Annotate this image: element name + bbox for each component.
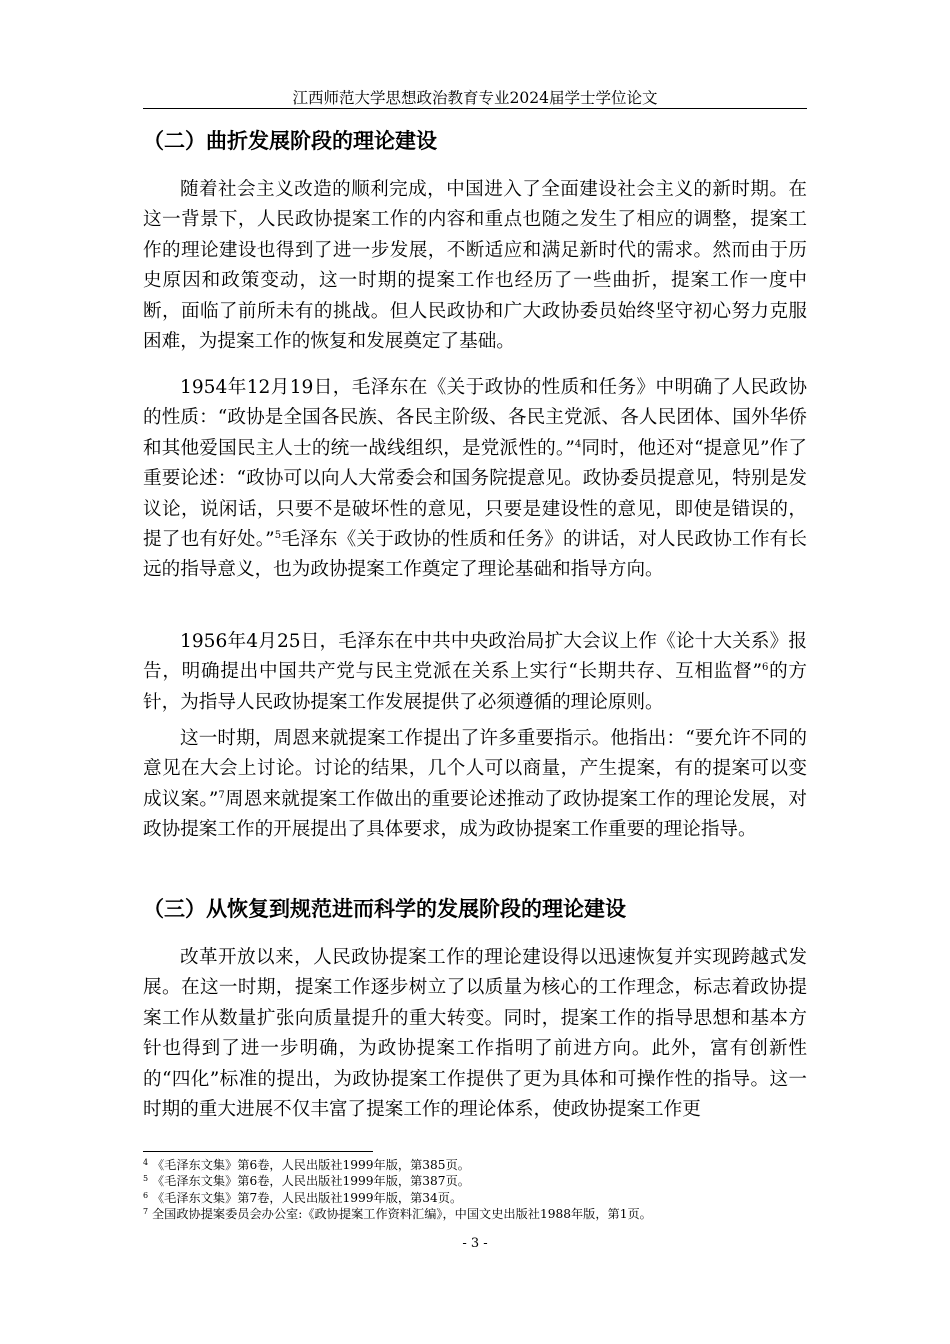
footnote-ref-5[interactable]: 5 xyxy=(274,530,282,542)
running-header: 江西师范大学思想政治教育专业2024届学士学位论文 xyxy=(292,89,658,107)
footnote-ref-4[interactable]: 4 xyxy=(574,438,582,450)
footnote-ref-6[interactable]: 6 xyxy=(761,662,769,674)
footnote-number: 7 xyxy=(143,1207,149,1217)
footnote-number: 6 xyxy=(143,1190,149,1200)
paragraph-2-4-part-b: 周恩来就提案工作做出的重要论述推动了政协提案工作的理论发展，对政协提案工作的开展提出了具体要求，成为政协提案工作重要的理论指导。 xyxy=(143,788,807,841)
footnote-4 xyxy=(143,1157,807,1173)
footnote-text: 《毛泽东文集》第6卷，人民出版社1999年版，第387页。 xyxy=(151,1174,470,1189)
footnote-text: 《毛泽东文集》第6卷，人民出版社1999年版，第385页。 xyxy=(151,1158,470,1172)
paragraph-2-4-part-a: 这一时期，周恩来就提案工作提出了许多重要指示。他指出：“要允许不同的意见在大会上讨论。讨论的结果，几个人可以商量，产生提案，有的提案可以变成议案。” xyxy=(143,728,807,810)
paragraph-2-2-part-c: 毛泽东《关于政协的性质和任务》的讲话，对人民政协工作有长远的指导意义，也为政协提案工作奠定了理论基础和指导方向。 xyxy=(143,529,807,581)
footnote-text: 全国政协提案委员会办公室:《政协提案工作资料汇编》，中国文史出版社1988年版，第1页。 xyxy=(151,1207,652,1222)
footnote-number: 4 xyxy=(143,1158,149,1167)
section-heading-2: （二）曲折发展阶段的理论建设 xyxy=(143,129,437,153)
footnote-ref-7[interactable]: 7 xyxy=(218,789,225,801)
footnote-text: 《毛泽东文集》第7卷，人民出版社1999年版，第34页。 xyxy=(151,1190,463,1205)
footnote-separator xyxy=(143,1151,373,1152)
section-heading-3: （三）从恢复到规范进而科学的发展阶段的理论建设 xyxy=(143,897,626,921)
paragraph-2-3-part-b: 的方针，为指导人民政协提案工作发展提供了必须遵循的理论原则。 xyxy=(143,661,807,713)
footnote-number: 5 xyxy=(143,1174,149,1184)
paragraph-2-1: 随着社会主义改造的顺利完成，中国进入了全面建设社会主义的新时期。在这一背景下，人民政协提案工作的内容和重点也随之发生了相应的调整，提案工作的理论建设也得到了进一步发展，不断适应和满足新时代的需求。然而由于历史原因和政策变动，这一时期的提案工作也经历了一些曲折，提案工作一度中断，面临了前所未有的挑战。但人民政协和广大政协委员始终坚守初心努力克服困难，为提案工作的恢复和发展奠定了基础。 xyxy=(143,179,807,353)
footnotes xyxy=(143,1157,807,1223)
footnote-6 xyxy=(143,1190,807,1206)
paragraph-3-1: 改革开放以来，人民政协提案工作的理论建设得以迅速恢复并实现跨越式发展。在这一时期，提案工作逐步树立了以质量为核心的工作理念，标志着政协提案工作从数量扩张向质量提升的重大转变。同时，提案工作的指导思想和基本方针也得到了进一步明确，为政协提案工作指明了前进方向。此外，富有创新性的“四化”标准的提出，为政协提案工作提供了更为具体和可操作性的指导。这一时期的重大进展不仅丰富了提案工作的理论体系，使政协提案工作更 xyxy=(143,947,807,1121)
header-rule xyxy=(143,108,807,109)
paragraph-2-2-part-b: 同时，他还对“提意见”作了重要论述：“政协可以向人大常委会和国务院提意见。政协委员提意见，特别是发议论，说闲话，只要不是破坏性的意见，只要是建设性的意见，即使是错误的，提了也有好处。” xyxy=(143,437,807,551)
paragraph-2-4 xyxy=(143,724,807,846)
paragraph-2-2 xyxy=(143,373,807,586)
paragraph-2-3-part-a: 1956年4月25日，毛泽东在中共中央政治局扩大会议上作《论十大关系》报告，明确提出中国共产党与民主党派在关系上实行“长期共存、互相监督” xyxy=(143,631,807,683)
page-number: - 3 - xyxy=(462,1236,488,1251)
paragraph-2-2-part-a: 1954年12月19日，毛泽东在《关于政协的性质和任务》中明确了人民政协的性质：“政协是全国各民族、各民主阶级、各民主党派、各人民团体、国外华侨和其他爱国民主人士的统一战线组织，是党派性的。” xyxy=(143,377,807,459)
footnote-7 xyxy=(143,1206,807,1222)
footnote-5 xyxy=(143,1173,807,1189)
paragraph-2-3 xyxy=(143,627,807,718)
